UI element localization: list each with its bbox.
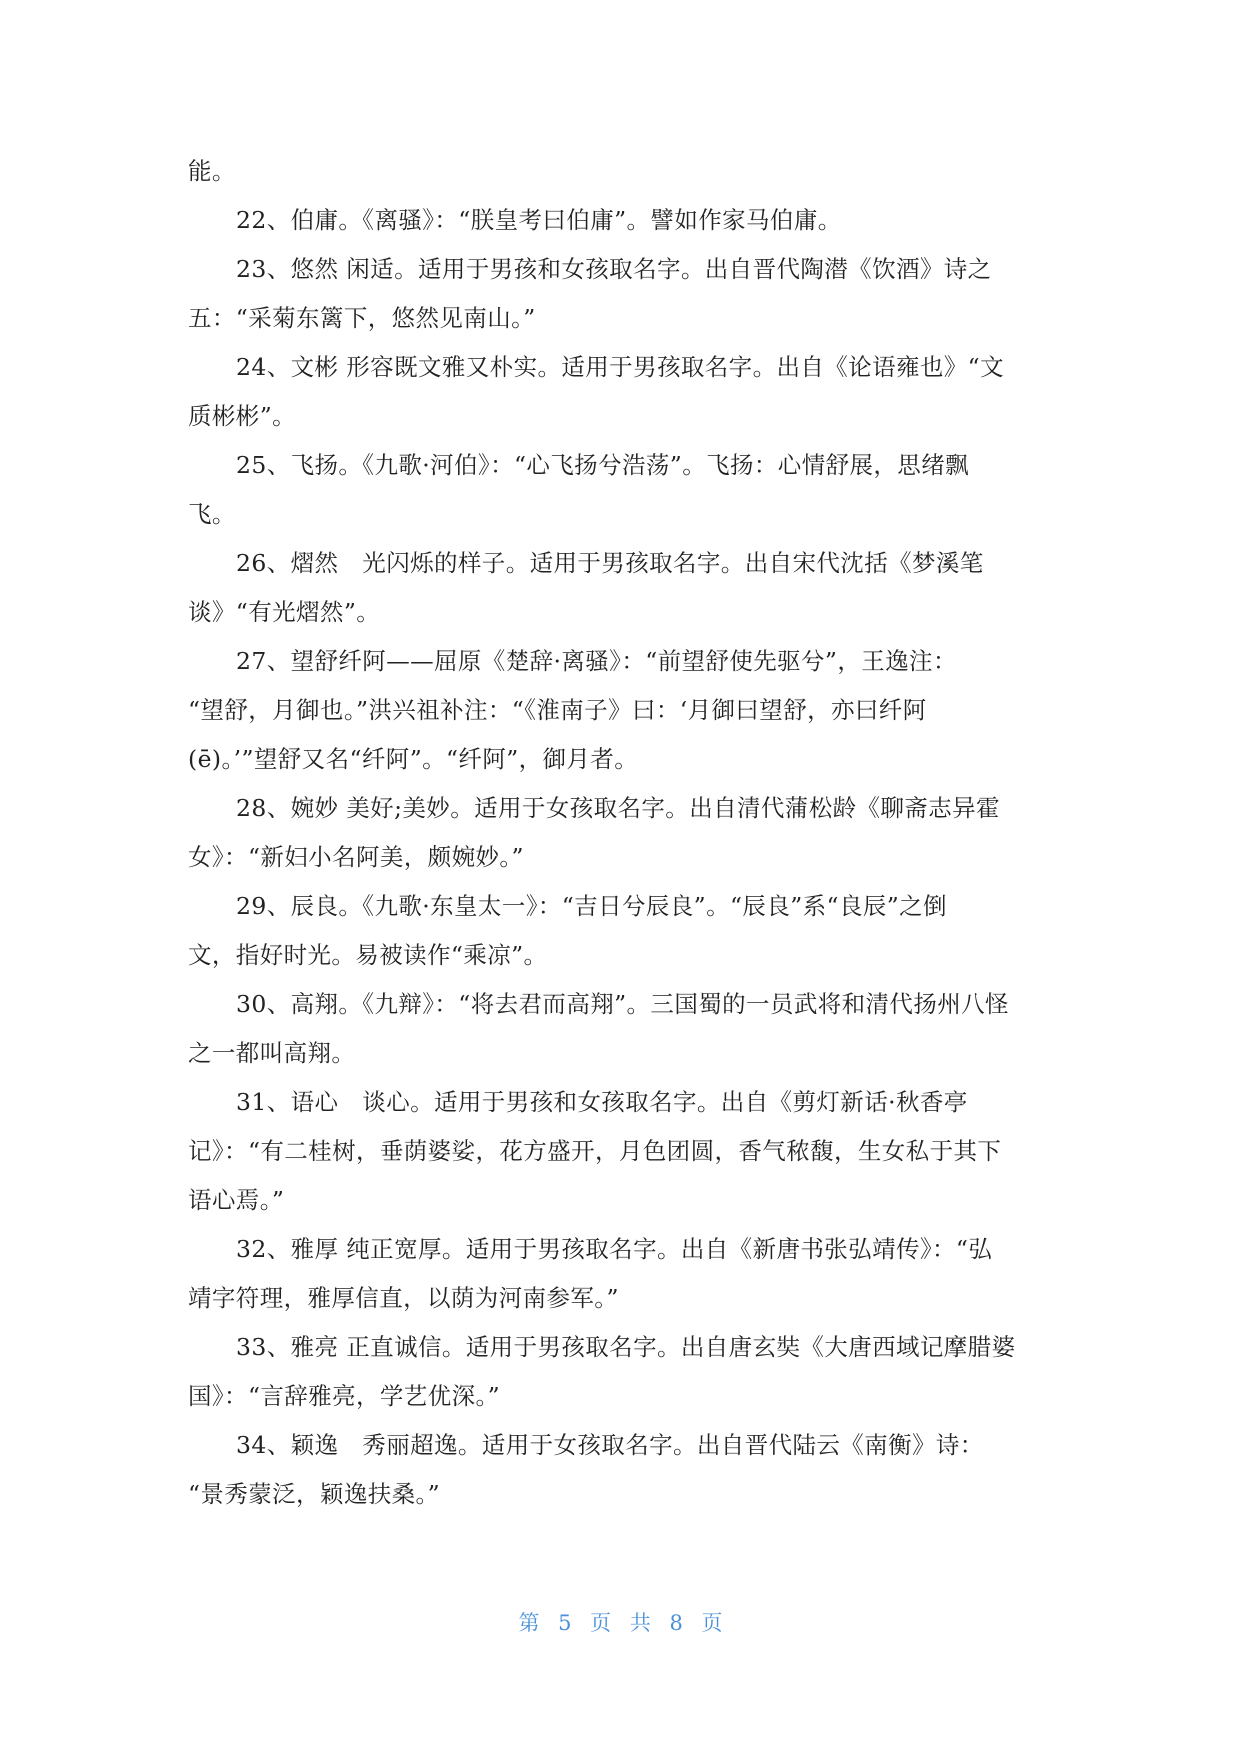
text-line: 34、颖逸 秀丽超逸。适用于女孩取名字。出自晋代陆云《南衡》诗：: [236, 1431, 984, 1459]
paragraph: [188, 196, 1058, 245]
text-line: 23、悠然 闲适。适用于男孩和女孩取名字。出自晋代陶潜《饮酒》诗之: [236, 255, 992, 283]
text-line: 谈》“有光熠然”。: [188, 598, 381, 626]
paragraph: [188, 147, 1058, 196]
text-line: 记》：“有二桂树，垂荫婆娑，花方盛开，月色团圆，香气秾馥，生女私于其下: [188, 1137, 1002, 1165]
text-line: 靖字符理，雅厚信直，以荫为河南参军。”: [188, 1284, 619, 1312]
text-line: “望舒，月御也。”洪兴祖补注：“《淮南子》曰：‘月御曰望舒，亦曰纤阿: [188, 696, 927, 724]
text-line: 33、雅亮 正直诚信。适用于男孩取名字。出自唐玄奘《大唐西域记摩腊婆: [236, 1333, 1016, 1361]
paragraph: [188, 441, 1058, 539]
page-body: [188, 147, 1058, 1519]
text-line: 28、婉妙 美好;美妙。适用于女孩取名字。出自清代蒲松龄《聊斋志异霍: [236, 794, 1000, 822]
text-line: “景秀蒙泛，颖逸扶桑。”: [188, 1480, 441, 1508]
text-line: 27、望舒纤阿——屈原《楚辞·离骚》：“前望舒使先驱兮”，王逸注：: [236, 647, 957, 675]
text-line: 30、高翔。《九辩》：“将去君而高翔”。三国蜀的一员武将和清代扬州八怪: [236, 990, 1009, 1018]
text-line: 26、熠然 光闪烁的样子。适用于男孩取名字。出自宋代沈括《梦溪笔: [236, 549, 984, 577]
paragraph: [188, 882, 1058, 980]
text-line: 女》：“新妇小名阿美，颇婉妙。”: [188, 843, 524, 871]
text-line: 质彬彬”。: [188, 402, 297, 430]
text-line: 国》：“言辞雅亮，学艺优深。”: [188, 1382, 501, 1410]
paragraph: [188, 343, 1058, 441]
text-line: 32、雅厚 纯正宽厚。适用于男孩取名字。出自《新唐书张弘靖传》：“弘: [236, 1235, 993, 1263]
paragraph: [188, 784, 1058, 882]
paragraph: [188, 539, 1058, 637]
text-line: 文，指好时光。易被读作“乘凉”。: [188, 941, 548, 969]
text-line: 25、飞扬。《九歌·河伯》：“心飞扬兮浩荡”。飞扬：心情舒展，思绪飘: [236, 451, 969, 479]
text-line: 飞。: [188, 500, 236, 528]
text-line: 31、语心 谈心。适用于男孩和女孩取名字。出自《剪灯新话·秋香亭: [236, 1088, 968, 1116]
paragraph: [188, 245, 1058, 343]
page-number-footer: 第 5 页 共 8 页: [518, 1611, 723, 1635]
paragraph: [188, 637, 1058, 784]
text-line: 24、文彬 形容既文雅又朴实。适用于男孩取名字。出自《论语雍也》“文: [236, 353, 1004, 381]
text-line: 22、伯庸。《离骚》：“朕皇考曰伯庸”。譬如作家马伯庸。: [236, 206, 842, 234]
paragraph: [188, 980, 1058, 1078]
text-line: 五：“采菊东篱下，悠然见南山。”: [188, 304, 536, 332]
text-line: 语心焉。”: [188, 1186, 285, 1214]
text-line: (ē)。’”望舒又名“纤阿”。“纤阿”，御月者。: [188, 745, 639, 773]
paragraph: [188, 1078, 1058, 1225]
paragraph: [188, 1323, 1058, 1421]
text-line: 29、辰良。《九歌·东皇太一》：“吉日兮辰良”。“辰良”系“良辰”之倒: [236, 892, 947, 920]
paragraph: [188, 1225, 1058, 1323]
text-line: 之一都叫高翔。: [188, 1039, 356, 1067]
text-line: 能。: [188, 157, 236, 185]
paragraph: [188, 1421, 1058, 1519]
